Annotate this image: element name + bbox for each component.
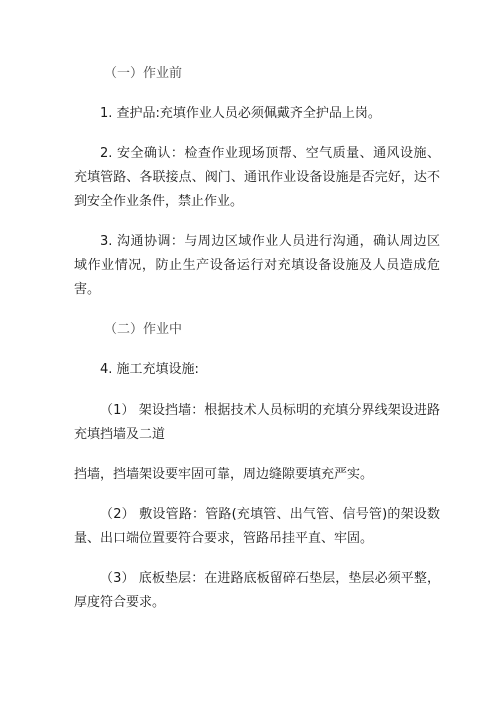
subitem-retaining-wall-continued: 挡墙，挡墙架设要牢固可靠，周边缝隙要填充严实。 (74, 467, 374, 482)
subitem-retaining-wall: （1） 架设挡墙：根据技术人员标明的充填分界线架设进路充填挡墙及二道 (74, 403, 440, 442)
item-communication: 3. 沟通协调：与周边区域作业人员进行沟通，确认周边区域作业情况，防止生产设备运行对充填设备设施及人员造成危害。 (74, 234, 440, 297)
item-check-protective-gear: 1. 查护品:充填作业人员必须佩戴齐全护品上岗。 (100, 106, 381, 121)
section-heading-during-work: （二）作业中 (104, 322, 183, 337)
item-safety-confirmation: 2. 安全确认：检查作业现场顶帮、空气质量、通风设施、充填管路、各联接点、阀门、通讯作业设备设施是否完好，达不到安全作业条件，禁止作业。 (74, 146, 440, 209)
section-heading-before-work: （一）作业前 (104, 66, 183, 81)
item-construct-filling-facilities: 4. 施工充填设施: (100, 362, 199, 377)
subitem-pipeline-laying: （2） 敷设管路：管路(充填管、出气管、信号管)的架设数量、出口端位置要符合要求，管路吊挂平直、牢固。 (74, 507, 440, 546)
subitem-floor-cushion: （3） 底板垫层：在进路底板留碎石垫层，垫层必须平整，厚度符合要求。 (74, 571, 440, 610)
